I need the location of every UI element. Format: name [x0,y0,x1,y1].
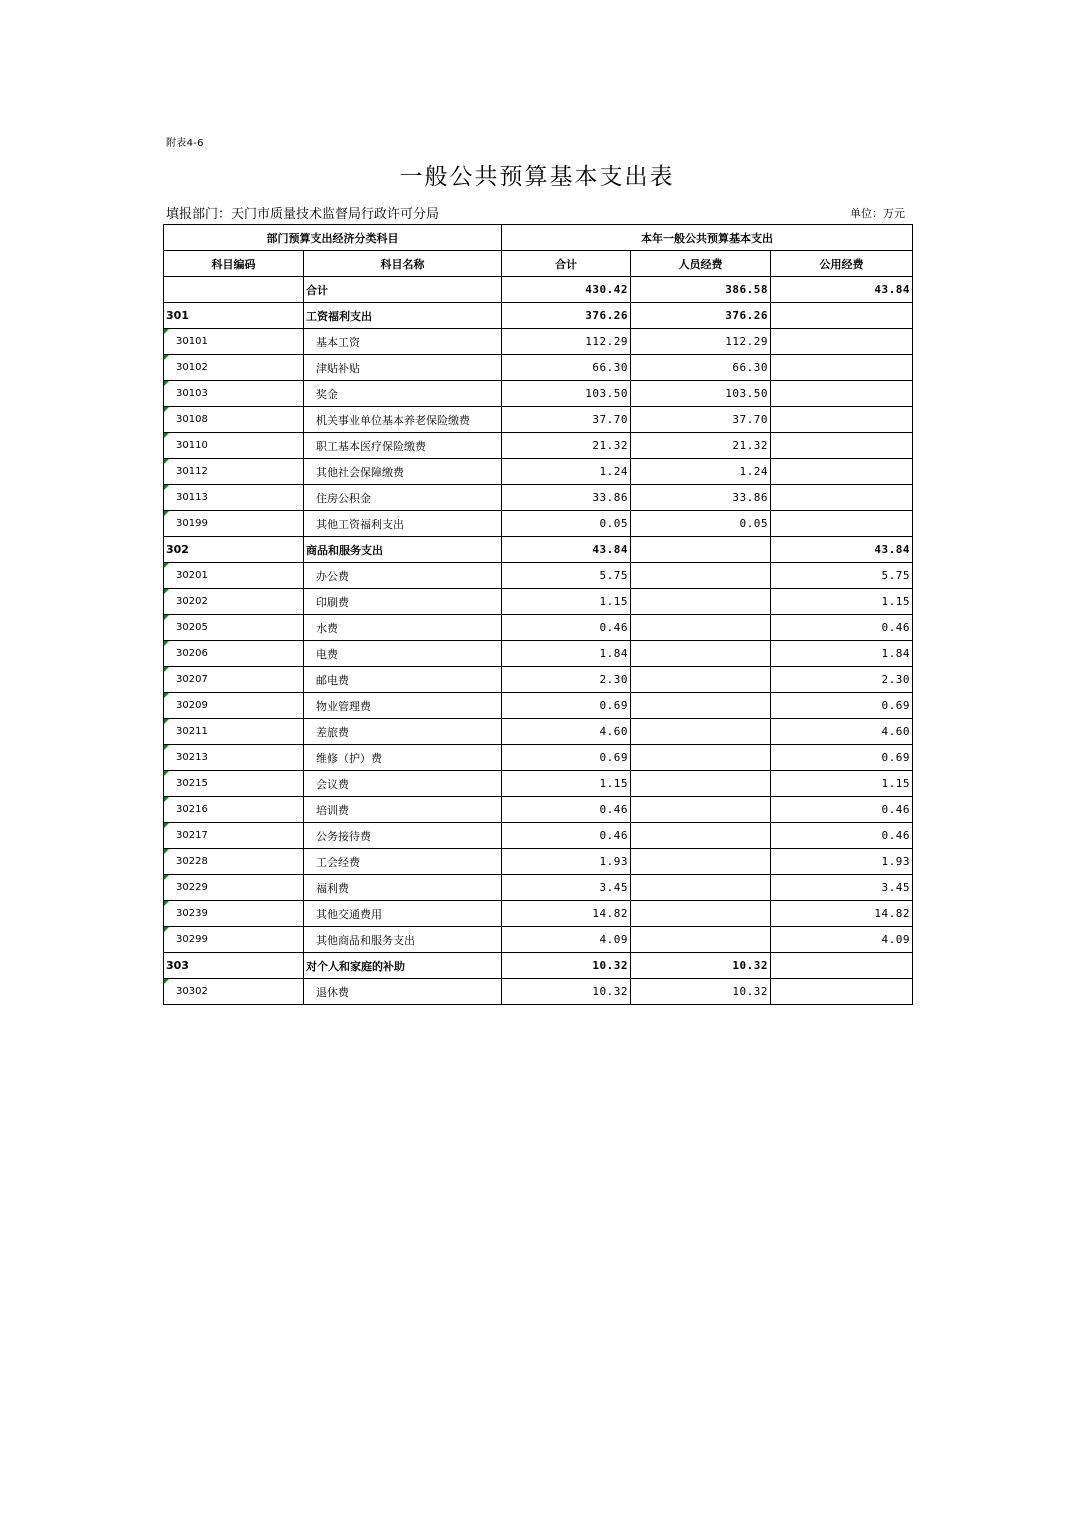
table-row [164,329,913,355]
cell-code: 30205 [164,615,304,641]
cell-total: 0.05 [502,511,631,537]
cell-personnel: 103.50 [631,381,771,407]
cell-total: 1.15 [502,771,631,797]
cell-name: 对个人和家庭的补助 [304,953,502,979]
cell-personnel: 33.86 [631,485,771,511]
cell-total: 1.15 [502,589,631,615]
cell-personnel: 0.05 [631,511,771,537]
budget-table [163,224,913,1005]
cell-name: 基本工资 [304,329,502,355]
cell-name: 印刷费 [304,589,502,615]
table-row [164,433,913,459]
cell-public: 0.46 [771,615,913,641]
cell-name: 其他工资福利支出 [304,511,502,537]
cell-total: 37.70 [502,407,631,433]
page-title: 一般公共预算基本支出表 [399,164,675,190]
cell-code: 303 [164,953,304,979]
cell-name: 其他交通费用 [304,901,502,927]
table-group-header [164,225,913,251]
cell-name: 其他商品和服务支出 [304,927,502,953]
table-row [164,277,913,303]
table-row [164,667,913,693]
cell-total: 14.82 [502,901,631,927]
cell-code: 30201 [164,563,304,589]
column-header-public: 公用经费 [771,251,913,277]
cell-personnel [631,563,771,589]
cell-name: 其他社会保障缴费 [304,459,502,485]
table-row [164,693,913,719]
cell-personnel: 37.70 [631,407,771,433]
cell-public: 0.69 [771,745,913,771]
cell-total: 10.32 [502,979,631,1005]
cell-personnel: 386.58 [631,277,771,303]
cell-name: 福利费 [304,875,502,901]
cell-name: 电费 [304,641,502,667]
cell-public [771,459,913,485]
cell-personnel [631,537,771,563]
column-header-personnel: 人员经费 [631,251,771,277]
cell-public: 43.84 [771,277,913,303]
table-row [164,563,913,589]
cell-public [771,433,913,459]
column-header-name: 科目名称 [304,251,502,277]
table-column-header [164,251,913,277]
cell-total: 0.46 [502,615,631,641]
cell-code: 30209 [164,693,304,719]
cell-name: 商品和服务支出 [304,537,502,563]
cell-name: 住房公积金 [304,485,502,511]
cell-public [771,953,913,979]
cell-name: 水费 [304,615,502,641]
cell-public: 2.30 [771,667,913,693]
cell-name: 职工基本医疗保险缴费 [304,433,502,459]
cell-total: 10.32 [502,953,631,979]
cell-total: 0.69 [502,745,631,771]
cell-code: 30228 [164,849,304,875]
cell-name: 退休费 [304,979,502,1005]
cell-code: 30101 [164,329,304,355]
cell-public: 14.82 [771,901,913,927]
cell-public: 3.45 [771,875,913,901]
cell-personnel [631,719,771,745]
table-row [164,459,913,485]
column-header-code: 科目编码 [164,251,304,277]
attachment-label: 附表4-6 [166,138,204,149]
cell-personnel [631,589,771,615]
cell-total: 0.46 [502,823,631,849]
group-header-right: 本年一般公共预算基本支出 [502,225,913,251]
cell-public: 0.46 [771,823,913,849]
cell-code: 30112 [164,459,304,485]
table-row [164,407,913,433]
table-row [164,719,913,745]
cell-name: 机关事业单位基本养老保险缴费 [304,407,502,433]
cell-code: 30215 [164,771,304,797]
cell-public: 0.46 [771,797,913,823]
cell-personnel [631,875,771,901]
cell-total: 5.75 [502,563,631,589]
cell-public: 1.15 [771,589,913,615]
cell-public: 4.60 [771,719,913,745]
cell-code: 30103 [164,381,304,407]
cell-total: 112.29 [502,329,631,355]
cell-personnel: 10.32 [631,979,771,1005]
cell-personnel [631,823,771,849]
cell-public [771,329,913,355]
cell-public: 1.15 [771,771,913,797]
cell-personnel [631,745,771,771]
table-row [164,901,913,927]
cell-name: 工会经费 [304,849,502,875]
department-label: 填报部门：天门市质量技术监督局行政许可分局 [166,207,440,222]
cell-total: 4.60 [502,719,631,745]
column-header-total: 合计 [502,251,631,277]
cell-personnel [631,849,771,875]
cell-personnel [631,693,771,719]
cell-name: 奖金 [304,381,502,407]
cell-personnel [631,927,771,953]
cell-personnel [631,771,771,797]
cell-code: 30213 [164,745,304,771]
table-row [164,927,913,953]
cell-name: 合计 [304,277,502,303]
cell-total: 2.30 [502,667,631,693]
cell-code: 30239 [164,901,304,927]
cell-personnel: 66.30 [631,355,771,381]
table-row [164,589,913,615]
cell-personnel: 376.26 [631,303,771,329]
cell-code: 30211 [164,719,304,745]
cell-code: 30108 [164,407,304,433]
table-row [164,615,913,641]
table-row [164,875,913,901]
cell-code: 30113 [164,485,304,511]
table-row [164,355,913,381]
cell-public: 4.09 [771,927,913,953]
cell-code: 301 [164,303,304,329]
cell-name: 公务接待费 [304,823,502,849]
cell-name: 物业管理费 [304,693,502,719]
table-row [164,485,913,511]
cell-code: 30302 [164,979,304,1005]
cell-code: 30110 [164,433,304,459]
cell-code: 30202 [164,589,304,615]
cell-name: 维修（护）费 [304,745,502,771]
unit-label: 单位：万元 [850,207,905,220]
cell-name: 工资福利支出 [304,303,502,329]
cell-total: 33.86 [502,485,631,511]
table-row [164,511,913,537]
cell-public [771,303,913,329]
cell-public: 5.75 [771,563,913,589]
cell-personnel: 1.24 [631,459,771,485]
table-row [164,745,913,771]
cell-personnel [631,641,771,667]
cell-public: 43.84 [771,537,913,563]
table-row [164,537,913,563]
cell-code: 30216 [164,797,304,823]
table-row [164,849,913,875]
cell-name: 培训费 [304,797,502,823]
cell-code: 30199 [164,511,304,537]
cell-code: 30206 [164,641,304,667]
table-row [164,381,913,407]
cell-total: 430.42 [502,277,631,303]
table-row [164,303,913,329]
cell-total: 376.26 [502,303,631,329]
cell-total: 66.30 [502,355,631,381]
table-row [164,979,913,1005]
cell-personnel [631,797,771,823]
cell-total: 1.93 [502,849,631,875]
cell-total: 0.46 [502,797,631,823]
cell-public [771,511,913,537]
cell-total: 103.50 [502,381,631,407]
cell-public [771,485,913,511]
table-row [164,953,913,979]
cell-total: 3.45 [502,875,631,901]
cell-public: 0.69 [771,693,913,719]
cell-code: 302 [164,537,304,563]
cell-personnel [631,615,771,641]
cell-public [771,979,913,1005]
cell-name: 会议费 [304,771,502,797]
cell-name: 办公费 [304,563,502,589]
cell-personnel [631,901,771,927]
table-row [164,771,913,797]
cell-total: 1.84 [502,641,631,667]
cell-public: 1.93 [771,849,913,875]
cell-code: 30102 [164,355,304,381]
cell-name: 差旅费 [304,719,502,745]
cell-total: 0.69 [502,693,631,719]
cell-total: 21.32 [502,433,631,459]
cell-code: 30217 [164,823,304,849]
cell-total: 4.09 [502,927,631,953]
cell-total: 1.24 [502,459,631,485]
cell-personnel: 10.32 [631,953,771,979]
cell-code: 30299 [164,927,304,953]
cell-public [771,355,913,381]
cell-name: 邮电费 [304,667,502,693]
cell-personnel [631,667,771,693]
cell-code: 30207 [164,667,304,693]
cell-personnel: 21.32 [631,433,771,459]
cell-personnel: 112.29 [631,329,771,355]
cell-name: 津贴补贴 [304,355,502,381]
table-row [164,797,913,823]
cell-public: 1.84 [771,641,913,667]
cell-code: 30229 [164,875,304,901]
cell-public [771,407,913,433]
group-header-left: 部门预算支出经济分类科目 [164,225,502,251]
cell-total: 43.84 [502,537,631,563]
cell-code [164,277,304,303]
table-row [164,823,913,849]
table-row [164,641,913,667]
cell-public [771,381,913,407]
